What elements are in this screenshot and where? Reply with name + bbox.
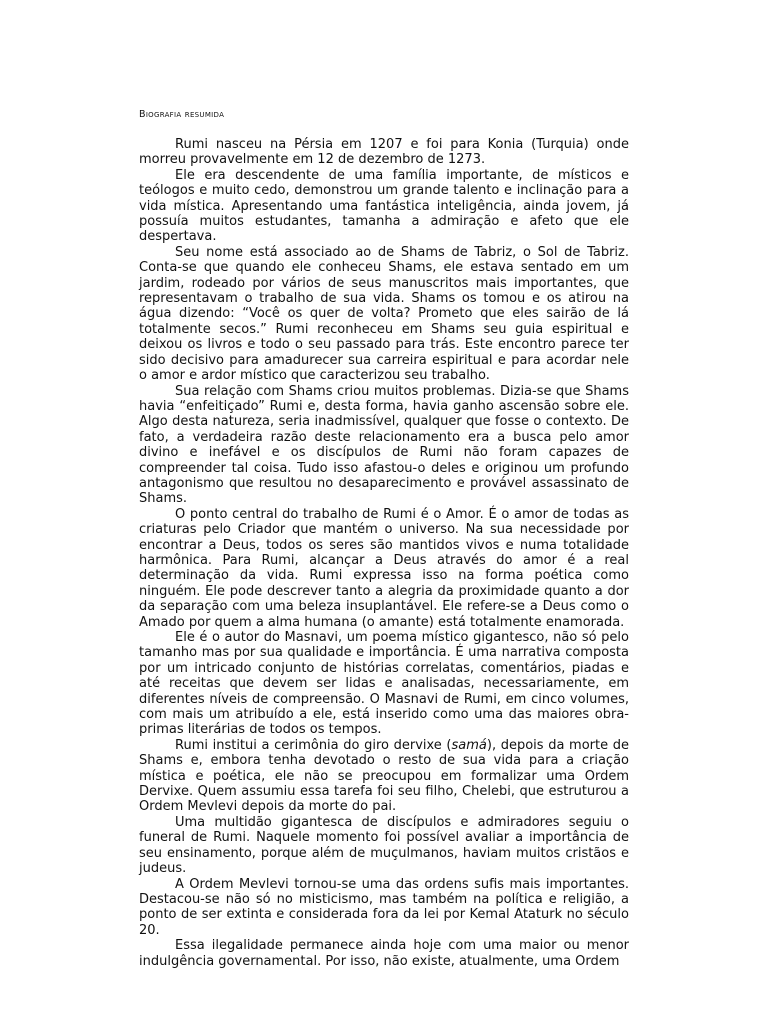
paragraph-funeral: Uma multidão gigantesca de discípulos e admiradores seguiu o funeral de Rumi. Naquele momento foi possível avaliar a importância de seu ensinamento, porque além de muçulmanos, haviam muitos cristãos e judeus.	[139, 814, 629, 877]
paragraph-birth: Rumi nasceu na Pérsia em 1207 e foi para Konia (Turquia) onde morreu provavelmente em 12 de dezembro de 1273.	[139, 137, 629, 168]
paragraph-sama	[139, 738, 629, 815]
sama-text-before: Rumi institui a cerimônia do giro dervixe (	[175, 737, 452, 753]
paragraph-mevlevi-order: A Ordem Mevlevi tornou-se uma das ordens sufis mais importantes. Destacou-se não só no misticismo, mas também na política e religião, a ponto de ser extinta e considerada fora da lei por Kemal Ataturk no século 20.	[139, 876, 629, 938]
section-heading: Biografia resumida	[139, 109, 225, 120]
paragraph-shams-meeting: Seu nome está associado ao de Shams de Tabriz, o Sol de Tabriz. Conta-se que quando ele conheceu Shams, ele estava sentado em um jardim, rodeado por vários de seus manuscritos mais importantes, que representavam o trabalho de sua vida. Shams os tomou e os atirou na água dizendo: “Você os quer de volta? Prometo que eles sairão de lá totalmente secos.” Rumi reconheceu em Shams seu guia espiritual e deixou os livros e todo o seu passado para trás. Este encontro parece ter sido decisivo para amadurecer sua carreira espiritual e para acordar nele o amor e ardor místico que caracterizou seu trabalho.	[139, 244, 629, 384]
document-body	[139, 108, 629, 969]
paragraph-illegality: Essa ilegalidade permanece ainda hoje com uma maior ou menor indulgência governamental. Por isso, não existe, atualmente, uma Ordem	[139, 938, 629, 969]
sama-text-after: ), depois da morte de Shams e, embora tenha devotado o resto de sua vida para a criação mística e poética, ele não se preocupou em formalizar uma Ordem Dervixe. Quem assumiu essa tarefa foi seu filho, Chelebi, que estruturou a Ordem Mevlevi depois da morte do pai.	[139, 737, 629, 815]
paragraph-love: O ponto central do trabalho de Rumi é o Amor. É o amor de todas as criaturas pelo Criador que mantém o universo. Na sua necessidade por encontrar a Deus, todos os seres são mantidos vivos e numa totalidade harmônica. Para Rumi, alcançar a Deus através do amor é a real determinação da vida. Rumi expressa isso na forma poética como ninguém. Ele pode descrever tanto a alegria da proximidade quanto a dor da separação com uma beleza insuplantável. Ele refere-se a Deus como o Amado por quem a alma humana (o amante) está totalmente enamorada.	[139, 506, 629, 630]
paragraph-masnavi: Ele é o autor do Masnavi, um poema místico gigantesco, não só pelo tamanho mas por sua qualidade e importância. É uma narrativa composta por um intricado conjunto de histórias correlatas, comentários, piadas e até receitas que devem ser lidas e analisadas, necessariamente, em diferentes níveis de compreensão. O Masnavi de Rumi, em cinco volumes, com mais um atribuído a ele, está inserido como uma das maiores obra-primas literárias de todos os tempos.	[139, 630, 629, 738]
paragraph-shams-relation: Sua relação com Shams criou muitos problemas. Dizia-se que Shams havia “enfeitiçado” Rumi e, desta forma, havia ganho ascensão sobre ele. Algo desta natureza, seria inadmissível, qualquer que fosse o contexto. De fato, a verdadeira razão deste relacionamento era a busca pelo amor divino e inefável e os discípulos de Rumi não foram capazes de compreender tal coisa. Tudo isso afastou-o deles e originou um profundo antagonismo que resultou no desaparecimento e provável assassinato de Shams.	[139, 383, 629, 507]
sama-term: samá	[451, 737, 487, 753]
paragraph-family: Ele era descendente de uma família importante, de místicos e teólogos e muito cedo, demonstrou um grande talento e inclinação para a vida mística. Apresentando uma fantástica inteligência, ainda jovem, já possuía muitos estudantes, tamanha a admiração e afeto que ele despertava.	[139, 167, 629, 245]
